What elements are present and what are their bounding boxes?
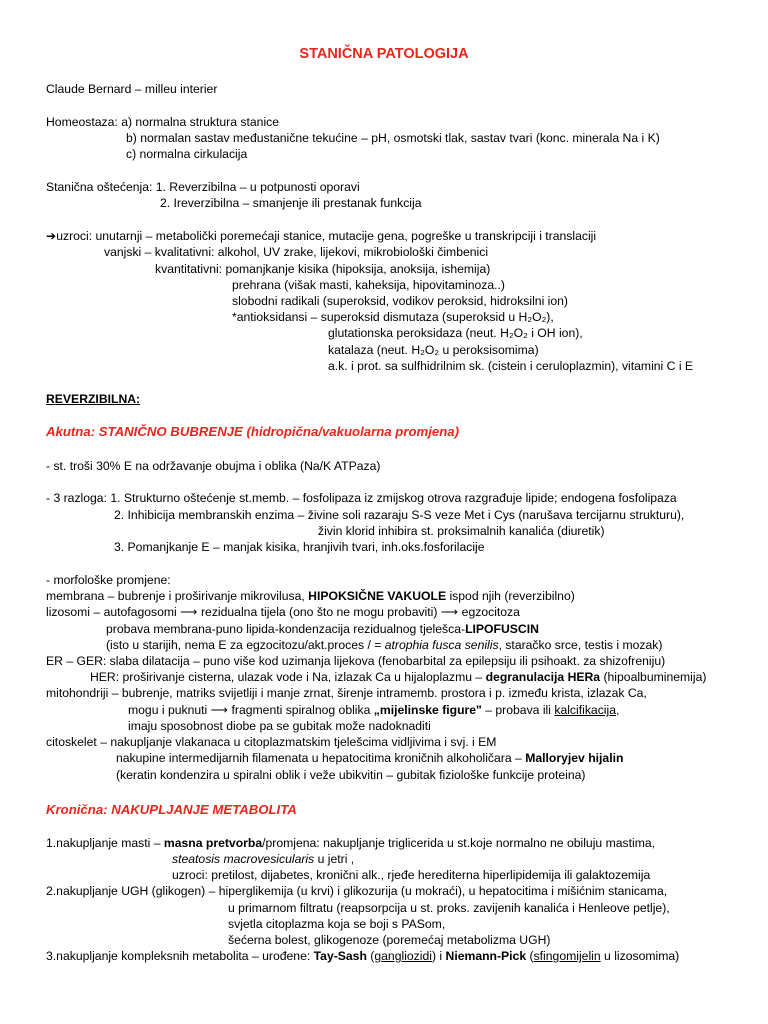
- morph-mallory-line: nakupine intermedijarnih filamenata u hepatocitima kroničnih alkoholičara – Malloryjev hijalin: [116, 751, 624, 765]
- morph-mito-line: mitohondriji – bubrenje, matriks svijetliji i manje zrnat, širenje intramemb. prostora i p. između krista, izlazak Ca,: [46, 686, 647, 700]
- morph-ger-line: ER – GER: slaba dilatacija – puno više kod uzimanja lijekova (fenobarbital za epilepsiju ili psihoakt. za shizofreniju): [46, 654, 666, 668]
- chronic-fat-line: 1.nakupljanje masti – masna pretvorba/promjena: nakupljanje triglicerida u st.koje normalno ne obiluju mastima,: [46, 836, 656, 850]
- homeostasis-b: b) normalan sastav međustanične tekućine – pH, osmotski tlak, sastav tvari (konc. minerala Na i K): [126, 131, 660, 145]
- morph-lysosome-line: lizosomi – autofagosomi ⟶ rezidualna tijela (ono što ne mogu probaviti) ⟶ egzocitoza: [46, 605, 520, 619]
- acute-heading: Akutna: STANIČNO BUBRENJE (hidropična/vakuolarna promjena): [46, 424, 460, 439]
- morph-heading: - morfološke promjene:: [46, 573, 171, 587]
- reverzibilna-heading: REVERZIBILNA:: [46, 392, 141, 406]
- morph-mito-line-2: mogu i puknuti ⟶ fragmenti spiralnog oblika „mijelinske figure" – probava ili kalcifikacija,: [128, 703, 620, 717]
- causes-line-2: vanjski – kvalitativni: alkohol, UV zrake, lijekovi, mikrobiološki čimbenici: [104, 245, 489, 259]
- causes-line-1: ➔uzroci: unutarnji – metabolički poremećaji stanice, mutacije gena, pogreške u transkripciji i translaciji: [46, 229, 597, 243]
- damage-line-1: Stanična oštećenja: 1. Reverzibilna – u potpunosti oporavi: [46, 180, 360, 194]
- reason-line-2: 2. Inhibicija membranskih enzima – živine soli razaraju S-S veze Met i Cys (narušava tercijarnu strukturu),: [114, 508, 685, 522]
- causes-line-9: a.k. i prot. sa sulfhidrilnim sk. (cistein i ceruloplazmin), vitamini C i E: [328, 359, 694, 373]
- causes-line-7: glutationska peroksidaza (neut. H₂O₂ i OH ion),: [328, 326, 583, 340]
- homeostasis-a: Homeostaza: a) normalna struktura stanice: [46, 115, 280, 129]
- intro-line: Claude Bernard – milleu interier: [46, 82, 218, 96]
- homeostasis-c: c) normalna cirkulacija: [126, 147, 248, 161]
- causes-line-4: prehrana (višak masti, kaheksija, hipovitaminoza..): [232, 278, 505, 292]
- reason-line-2b: živin klorid inhibira st. proksimalnih kanalića (diuretik): [318, 524, 605, 538]
- morph-atrophia-line: (isto u starijih, nema E za egzocitozu/akt.proces / = atrophia fusca senilis, staračko srce, testis i mozak): [106, 638, 663, 652]
- causes-line-6: *antioksidansi – superoksid dismutaza (superoksid u H₂O₂),: [232, 310, 554, 324]
- chronic-ugh-line: 2.nakupljanje UGH (glikogen) – hiperglikemija (u krvi) i glikozurija (u mokraći), u hepatocitima i mišićnim stanicama,: [46, 884, 668, 898]
- morph-membrane-line: membrana – bubrenje i proširivanje mikrovilusa, HIPOKSIČNE VAKUOLE ispod njih (reverzibilno): [46, 589, 575, 603]
- chronic-pas-line: svjetla citoplazma koja se boji s PASom,: [228, 917, 446, 931]
- causes-line-5: slobodni radikali (superoksid, vodikov peroksid, hidroksilni ion): [232, 294, 568, 308]
- page-title: STANIČNA PATOLOGIJA: [299, 46, 469, 62]
- morph-her-line: HER: proširivanje cisterna, ulazak vode i Na, izlazak Ca u hijaloplazmu – degranulacija HERa (hipoalbuminemija): [90, 670, 707, 684]
- causes-line-3: kvantitativni: pomanjkanje kisika (hipoksija, anoksija, ishemija): [155, 262, 491, 276]
- chronic-steatosis-line: steatosis macrovesicularis u jetri ,: [172, 852, 355, 866]
- morph-cyto-line: citoskelet – nakupljanje vlakanaca u citoplazmatskim tjelešcima vidljivima i svj. i EM: [46, 735, 497, 749]
- morph-lipofuscin-line: probava membrana-puno lipida-kondenzacija rezidualnog tjelešca-LIPOFUSCIN: [106, 622, 539, 636]
- reason-line-1: - 3 razloga: 1. Strukturno oštećenje st.memb. – fosfolipaza iz zmijskog otrova razgrađuje lipide; endogena fosfolipaza: [46, 491, 677, 505]
- causes-line-8: katalaza (neut. H₂O₂ u peroksisomima): [328, 343, 539, 357]
- morph-mito-line-3: imaju sposobnost diobe pa se gubitak može nadoknaditi: [128, 719, 431, 733]
- chronic-heading: Kronična: NAKUPLJANJE METABOLITA: [46, 802, 297, 817]
- chronic-filtrate-line: u primarnom filtratu (reapsorpcija u st. proks. zavijenih kanalića i Henleove petlje),: [228, 901, 670, 915]
- acute-energy-line: - st. troši 30% E na održavanje obujma i oblika (Na/K ATPaza): [46, 459, 381, 473]
- chronic-causes-line: uzroci: pretilost, dijabetes, kronični alk., rjeđe herediterna hiperlipidemija ili galaktozemija: [172, 868, 651, 882]
- chronic-diabetes-line: šećerna bolest, glikogenoze (poremećaj metabolizma UGH): [228, 933, 551, 947]
- chronic-complex-line: 3.nakupljanje kompleksnih metabolita – urođene: Tay-Sash (gangliozidi) i Niemann-Pick (sfingomijelin u lizosomima): [46, 949, 680, 963]
- morph-keratin-line: (keratin kondenzira u spiralni oblik i veže ubikvitin – gubitak fiziološke funkcije proteina): [116, 768, 586, 782]
- damage-line-2: 2. Ireverzibilna – smanjenje ili prestanak funkcija: [160, 196, 422, 210]
- reason-line-3: 3. Pomanjkanje E – manjak kisika, hranjivih tvari, inh.oks.fosforilacije: [114, 540, 485, 554]
